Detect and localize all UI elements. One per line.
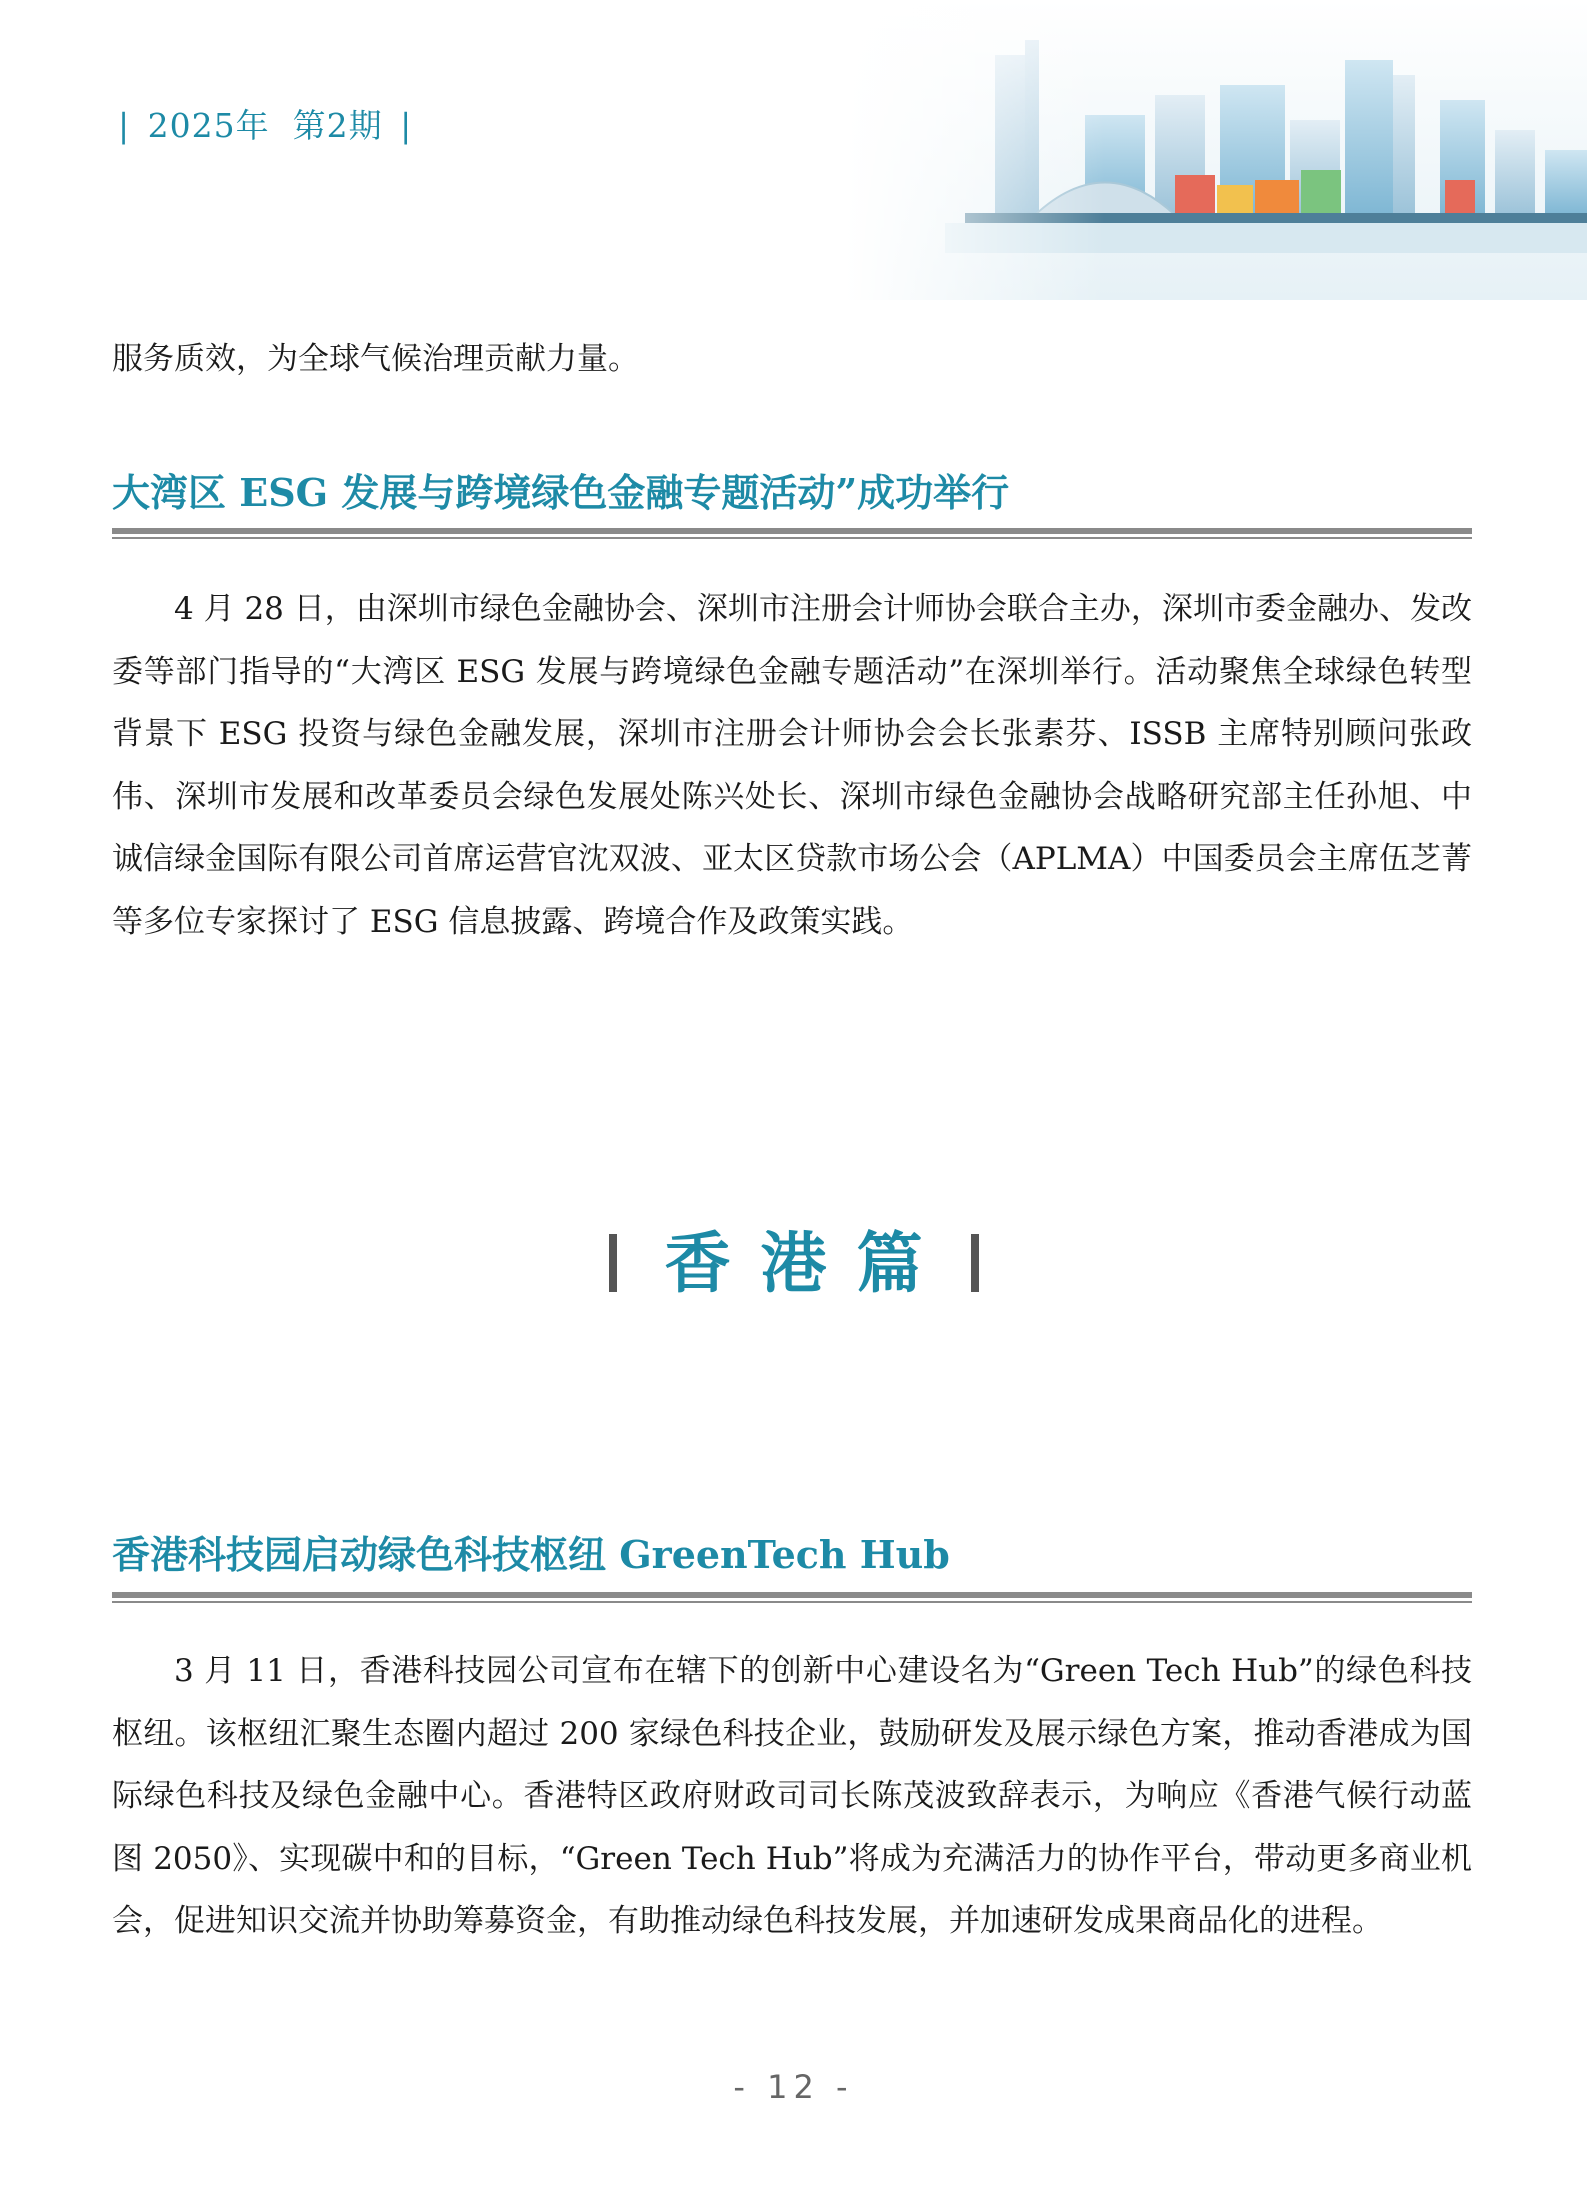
article-2-title: 香港科技园启动绿色科技枢纽 GreenTech Hub bbox=[112, 1532, 950, 1577]
article-2-rule bbox=[112, 1592, 1472, 1604]
issue-text: 2025年 第2期 bbox=[147, 106, 383, 145]
city-skyline-illustration bbox=[845, 0, 1587, 300]
page-number: - 12 - bbox=[733, 2068, 854, 2106]
issue-label bbox=[112, 100, 418, 147]
issue-bar-left: | bbox=[118, 106, 131, 145]
issue-bar-right: | bbox=[400, 106, 413, 145]
article-1-rule bbox=[112, 528, 1472, 540]
section-title bbox=[0, 1210, 1587, 1305]
article-1-body: 4 月 28 日，由深圳市绿色金融协会、深圳市注册会计师协会联合主办，深圳市委金融办、发改委等部门指导的“大湾区 ESG 发展与跨境绿色金融专题活动”在深圳举行。活动聚焦全球绿色转型背景下 ESG 投资与绿色金融发展，深圳市注册会计师协会会长张素芬、ISSB 主席特别顾问张政伟、深圳市发展和改革委员会绿色发展处陈兴处长、深圳市绿色金融协会战略研究部主任孙旭、中诚信绿金国际有限公司首席运营官沈双波、亚太区贷款市场公会（APLMA）中国委员会主席伍芝菁等多位专家探讨了 ESG 信息披露、跨境合作及政策实践。 bbox=[112, 591, 1472, 940]
section-bar-right bbox=[971, 1234, 979, 1292]
article-1-title: 大湾区 ESG 发展与跨境绿色金融专题活动”成功举行 bbox=[112, 470, 1010, 515]
article-2-body: 3 月 11 日，香港科技园公司宣布在辖下的创新中心建设名为“Green Tech Hub”的绿色科技枢纽。该枢纽汇聚生态圈内超过 200 家绿色科技企业，鼓励研发及展示绿色方案，推动香港成为国际绿色科技及绿色金融中心。香港特区政府财政司司长陈茂波致辞表示，为响应《香港气候行动蓝图 2050》、实现碳中和的目标，“Green Tech Hub”将成为充满活力的协作平台，带动更多商业机会，促进知识交流并协助筹募资金，有助推动绿色科技发展，并加速研发成果商品化的进程。 bbox=[112, 1653, 1472, 1939]
section-title-text: 香港篇 bbox=[664, 1224, 953, 1302]
intro-continuation: 服务质效，为全球气候治理贡献力量。 bbox=[112, 341, 639, 377]
section-bar-left bbox=[609, 1234, 617, 1292]
